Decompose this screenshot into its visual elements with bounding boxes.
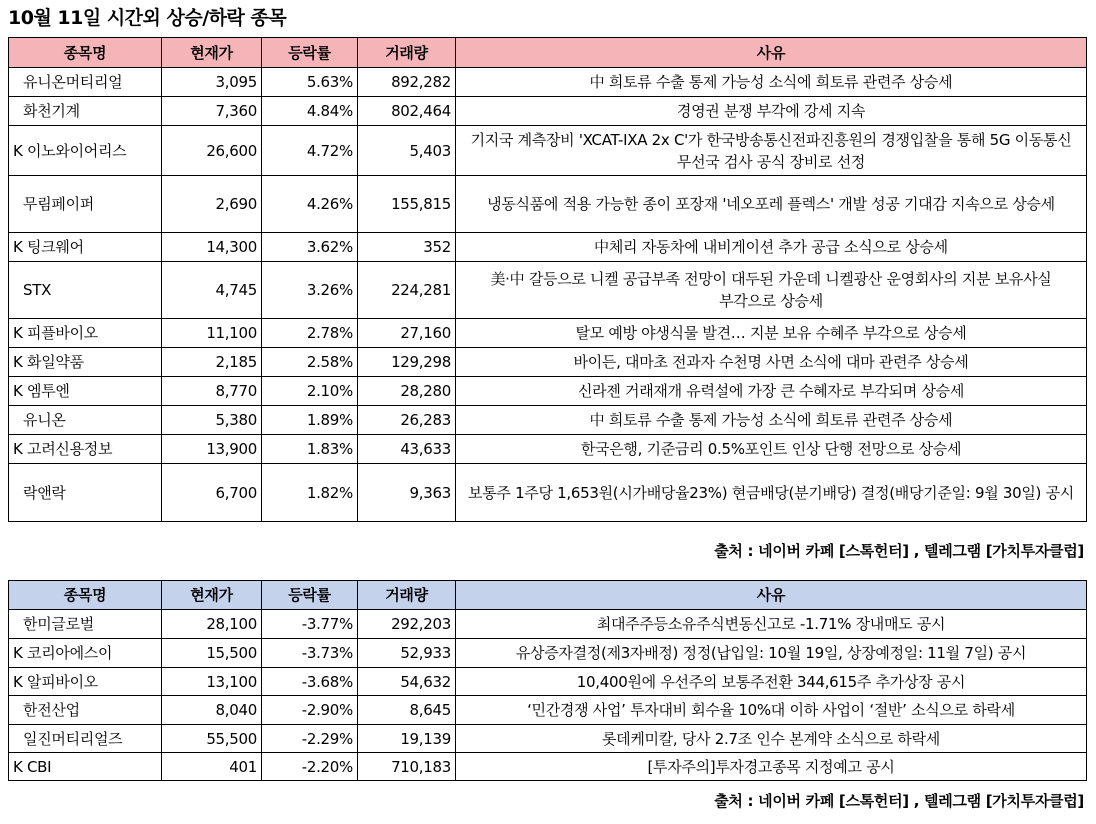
current-price: 2,185 [162, 348, 262, 377]
header-volume: 거래량 [358, 38, 456, 68]
rising-stocks-table [8, 37, 1087, 522]
table-row [9, 668, 1087, 696]
stock-name: K CBI [9, 753, 162, 781]
stock-name: K 이노와이어리스 [9, 126, 162, 176]
trade-volume: 8,645 [358, 696, 456, 725]
reason-text: 최대주주등소유주식변동신고로 -1.71% 장내매도 공시 [456, 610, 1087, 639]
change-rate: 2.10% [262, 377, 358, 406]
current-price: 401 [162, 753, 262, 781]
trade-volume: 9,363 [358, 464, 456, 522]
change-rate: 1.82% [262, 464, 358, 522]
header-price: 현재가 [162, 581, 262, 610]
current-price: 6,700 [162, 464, 262, 522]
table-row [9, 233, 1087, 262]
change-rate: 4.26% [262, 176, 358, 233]
trade-volume: 155,815 [358, 176, 456, 233]
trade-volume: 19,139 [358, 725, 456, 753]
falling-stocks-table [8, 580, 1087, 781]
change-rate: -3.68% [262, 668, 358, 696]
current-price: 8,040 [162, 696, 262, 725]
table-row [9, 464, 1087, 522]
table-row [9, 406, 1087, 435]
change-rate: -2.29% [262, 725, 358, 753]
table-row [9, 435, 1087, 464]
table-row [9, 176, 1087, 233]
stock-name: 일진머티리얼즈 [9, 725, 162, 753]
reason-text: 탈모 예방 야생식물 발견… 지분 보유 수혜주 부각으로 상승세 [456, 319, 1087, 348]
change-rate: 3.62% [262, 233, 358, 262]
change-rate: 1.89% [262, 406, 358, 435]
table-row [9, 68, 1087, 97]
stock-name: 락앤락 [9, 464, 162, 522]
current-price: 11,100 [162, 319, 262, 348]
current-price: 8,770 [162, 377, 262, 406]
trade-volume: 5,403 [358, 126, 456, 176]
table-row [9, 696, 1087, 725]
current-price: 15,500 [162, 639, 262, 668]
stock-name: K 알피바이오 [9, 668, 162, 696]
change-rate: -2.20% [262, 753, 358, 781]
reason-text: 유상증자결정(제3자배정) 정정(납입일: 10월 19일, 상장예정일: 11월 7일) 공시 [456, 639, 1087, 668]
current-price: 13,100 [162, 668, 262, 696]
reason-text: 신라젠 거래재개 유력설에 가장 큰 수혜자로 부각되며 상승세 [456, 377, 1087, 406]
reason-text: 보통주 1주당 1,653원(시가배당율23%) 현금배당(분기배당) 결정(배당기준일: 9월 30일) 공시 [456, 464, 1087, 522]
stock-name: 한미글로벌 [9, 610, 162, 639]
stock-name: K 피플바이오 [9, 319, 162, 348]
current-price: 13,900 [162, 435, 262, 464]
header-name: 종목명 [9, 38, 162, 68]
table-row [9, 126, 1087, 176]
current-price: 2,690 [162, 176, 262, 233]
source-note: 출처 : 네이버 카페 [스톡헌터] , 텔레그램 [가치투자클럽] [714, 542, 1084, 560]
stock-name: K 화일약품 [9, 348, 162, 377]
header-price: 현재가 [162, 38, 262, 68]
current-price: 28,100 [162, 610, 262, 639]
stock-name: STX [9, 262, 162, 319]
change-rate: 4.84% [262, 97, 358, 126]
trade-volume: 710,183 [358, 753, 456, 781]
falling-table-header [9, 581, 1087, 610]
header-reason: 사유 [456, 581, 1087, 610]
current-price: 3,095 [162, 68, 262, 97]
reason-text: 中체리 자동차에 내비게이션 추가 공급 소식으로 상승세 [456, 233, 1087, 262]
trade-volume: 129,298 [358, 348, 456, 377]
change-rate: -3.73% [262, 639, 358, 668]
current-price: 14,300 [162, 233, 262, 262]
header-reason: 사유 [456, 38, 1087, 68]
table-row [9, 610, 1087, 639]
change-rate: 2.78% [262, 319, 358, 348]
trade-volume: 892,282 [358, 68, 456, 97]
change-rate: 3.26% [262, 262, 358, 319]
trade-volume: 52,933 [358, 639, 456, 668]
header-rate: 등락률 [262, 38, 358, 68]
reason-text: [투자주의]투자경고종목 지정예고 공시 [456, 753, 1087, 781]
current-price: 55,500 [162, 725, 262, 753]
change-rate: 4.72% [262, 126, 358, 176]
stock-name: K 팅크웨어 [9, 233, 162, 262]
trade-volume: 26,283 [358, 406, 456, 435]
reason-text: 경영권 분쟁 부각에 강세 지속 [456, 97, 1087, 126]
source-note: 출처 : 네이버 카페 [스톡헌터] , 텔레그램 [가치투자클럽] [714, 792, 1084, 810]
current-price: 26,600 [162, 126, 262, 176]
trade-volume: 27,160 [358, 319, 456, 348]
trade-volume: 292,203 [358, 610, 456, 639]
reason-text: 냉동식품에 적용 가능한 종이 포장재 '네오포레 플렉스' 개발 성공 기대감 지속으로 상승세 [456, 176, 1087, 233]
stock-name: 유니온머티리얼 [9, 68, 162, 97]
change-rate: 1.83% [262, 435, 358, 464]
header-name: 종목명 [9, 581, 162, 610]
page-title: 10월 11일 시간외 상승/하락 종목 [8, 7, 287, 29]
table-row [9, 97, 1087, 126]
stock-name: K 고려신용정보 [9, 435, 162, 464]
table-row [9, 377, 1087, 406]
change-rate: 2.58% [262, 348, 358, 377]
reason-text: 中 희토류 수출 통제 가능성 소식에 희토류 관련주 상승세 [456, 68, 1087, 97]
current-price: 5,380 [162, 406, 262, 435]
trade-volume: 802,464 [358, 97, 456, 126]
table-row [9, 725, 1087, 753]
table-row [9, 348, 1087, 377]
reason-text: 한국은행, 기준금리 0.5%포인트 인상 단행 전망으로 상승세 [456, 435, 1087, 464]
reason-text: 美·中 갈등으로 니켈 공급부족 전망이 대두된 가운데 니켈광산 운영회사의 지분 보유사실 부각으로 상승세 [456, 262, 1087, 319]
stock-name: 무림페이퍼 [9, 176, 162, 233]
trade-volume: 352 [358, 233, 456, 262]
change-rate: -3.77% [262, 610, 358, 639]
trade-volume: 28,280 [358, 377, 456, 406]
reason-text: 바이든, 대마초 전과자 수천명 사면 소식에 대마 관련주 상승세 [456, 348, 1087, 377]
stock-name: K 코리아에스이 [9, 639, 162, 668]
reason-text: 롯데케미칼, 당사 2.7조 인수 본계약 소식으로 하락세 [456, 725, 1087, 753]
reason-text: 10,400원에 우선주의 보통주전환 344,615주 추가상장 공시 [456, 668, 1087, 696]
reason-text: ‘민간경쟁 사업’ 투자대비 회수율 10%대 이하 사업이 ‘절반’ 소식으로 하락세 [456, 696, 1087, 725]
rising-table-header [9, 38, 1087, 68]
current-price: 7,360 [162, 97, 262, 126]
stock-name: 한전산업 [9, 696, 162, 725]
table-row [9, 753, 1087, 781]
table-row [9, 262, 1087, 319]
trade-volume: 43,633 [358, 435, 456, 464]
trade-volume: 224,281 [358, 262, 456, 319]
table-row [9, 639, 1087, 668]
stock-name: 화천기계 [9, 97, 162, 126]
change-rate: -2.90% [262, 696, 358, 725]
change-rate: 5.63% [262, 68, 358, 97]
header-volume: 거래량 [358, 581, 456, 610]
trade-volume: 54,632 [358, 668, 456, 696]
stock-name: K 엠투엔 [9, 377, 162, 406]
reason-text: 기지국 계측장비 'XCAT-IXA 2x C'가 한국방송통신전파진흥원의 경쟁입찰을 통해 5G 이동통신 무선국 검사 공식 장비로 선정 [456, 126, 1087, 176]
table-row [9, 319, 1087, 348]
stock-name: 유니온 [9, 406, 162, 435]
reason-text: 中 희토류 수출 통제 가능성 소식에 희토류 관련주 상승세 [456, 406, 1087, 435]
header-rate: 등락률 [262, 581, 358, 610]
current-price: 4,745 [162, 262, 262, 319]
